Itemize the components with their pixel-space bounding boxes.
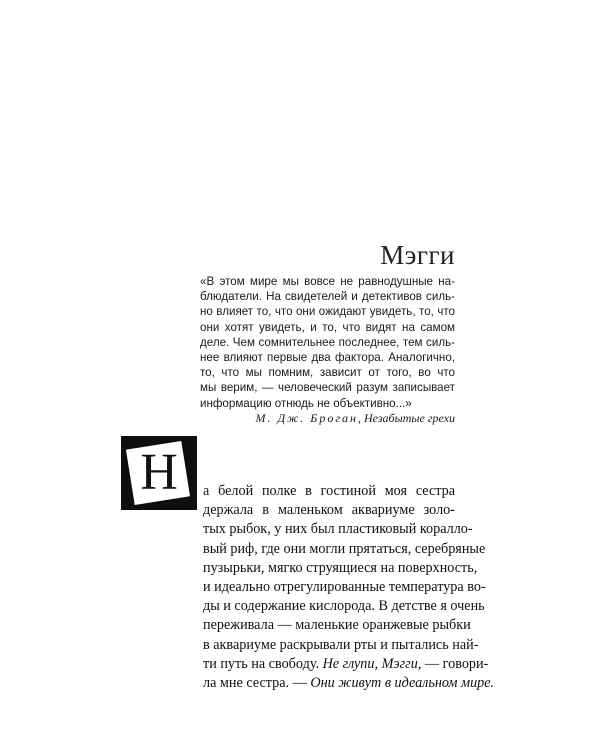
epigraph-line: то, что мы помним, зависит от того, во что [200,366,455,380]
epigraph-attribution [256,411,456,426]
epigraph-line: нее влияют первые два фактора. Аналогично, [200,351,455,365]
body-line [203,655,489,674]
epigraph-line: они хотят увидеть, и то, что видят на самом [200,320,455,334]
epigraph-line: деле. Чем сомнительнее последнее, тем силь- [200,335,455,349]
epigraph-line: но влияет то, что они ожидают увидеть, то, что [200,305,455,319]
body-italic-speech: Они живут в идеальном мире. [310,675,495,692]
body-line: а белой полке в гостиной моя сестра [203,483,455,499]
body-italic-speech: Не глупи, Мэгги, [322,655,422,672]
body-line: ды и содержание кислорода. В детстве я очень [203,598,485,615]
body-line: и идеально отрегулированные температура во- [203,579,486,596]
body-line-head: ла мне сестра. — [203,675,311,692]
epigraph-author: М. Дж. Броган [255,411,359,425]
body-line [203,674,495,693]
body-line: переживала — маленькие оранжевые рыбки [203,617,471,634]
epigraph-source: Незабытые грехи [364,411,455,425]
epigraph-line: «В этом мире мы вовсе не равнодушные на- [200,275,455,288]
body-paragraph [203,482,495,693]
body-line: в аквариуме раскрывали рты и пытались най- [203,636,479,653]
body-line-tail: — говори- [421,655,489,672]
epigraph-line: мы верим, — человеческий разум записывает [200,381,455,395]
body-line: держала в маленьком аквариуме золо- [203,502,455,519]
epigraph-line: блюдатели. На свидетелей и детективов силь- [200,290,455,304]
dropcap-letter: Н [140,444,178,501]
body-line: вый риф, где они могли прятаться, серебряные [203,540,486,557]
body-line-head: ти путь на свободу. [203,655,320,672]
body-line: пузырьки, мягко струящиеся на поверхность, [203,559,478,576]
epigraph [200,274,455,411]
body-line: тых рыбок, у них был пластиковый коралло- [203,521,473,538]
epigraph-line: информацию отнюдь не объективно...» [200,396,412,410]
dropcap-box [121,436,197,510]
chapter-title: Мэгги [380,240,455,270]
attribution-separator: , [358,411,365,425]
